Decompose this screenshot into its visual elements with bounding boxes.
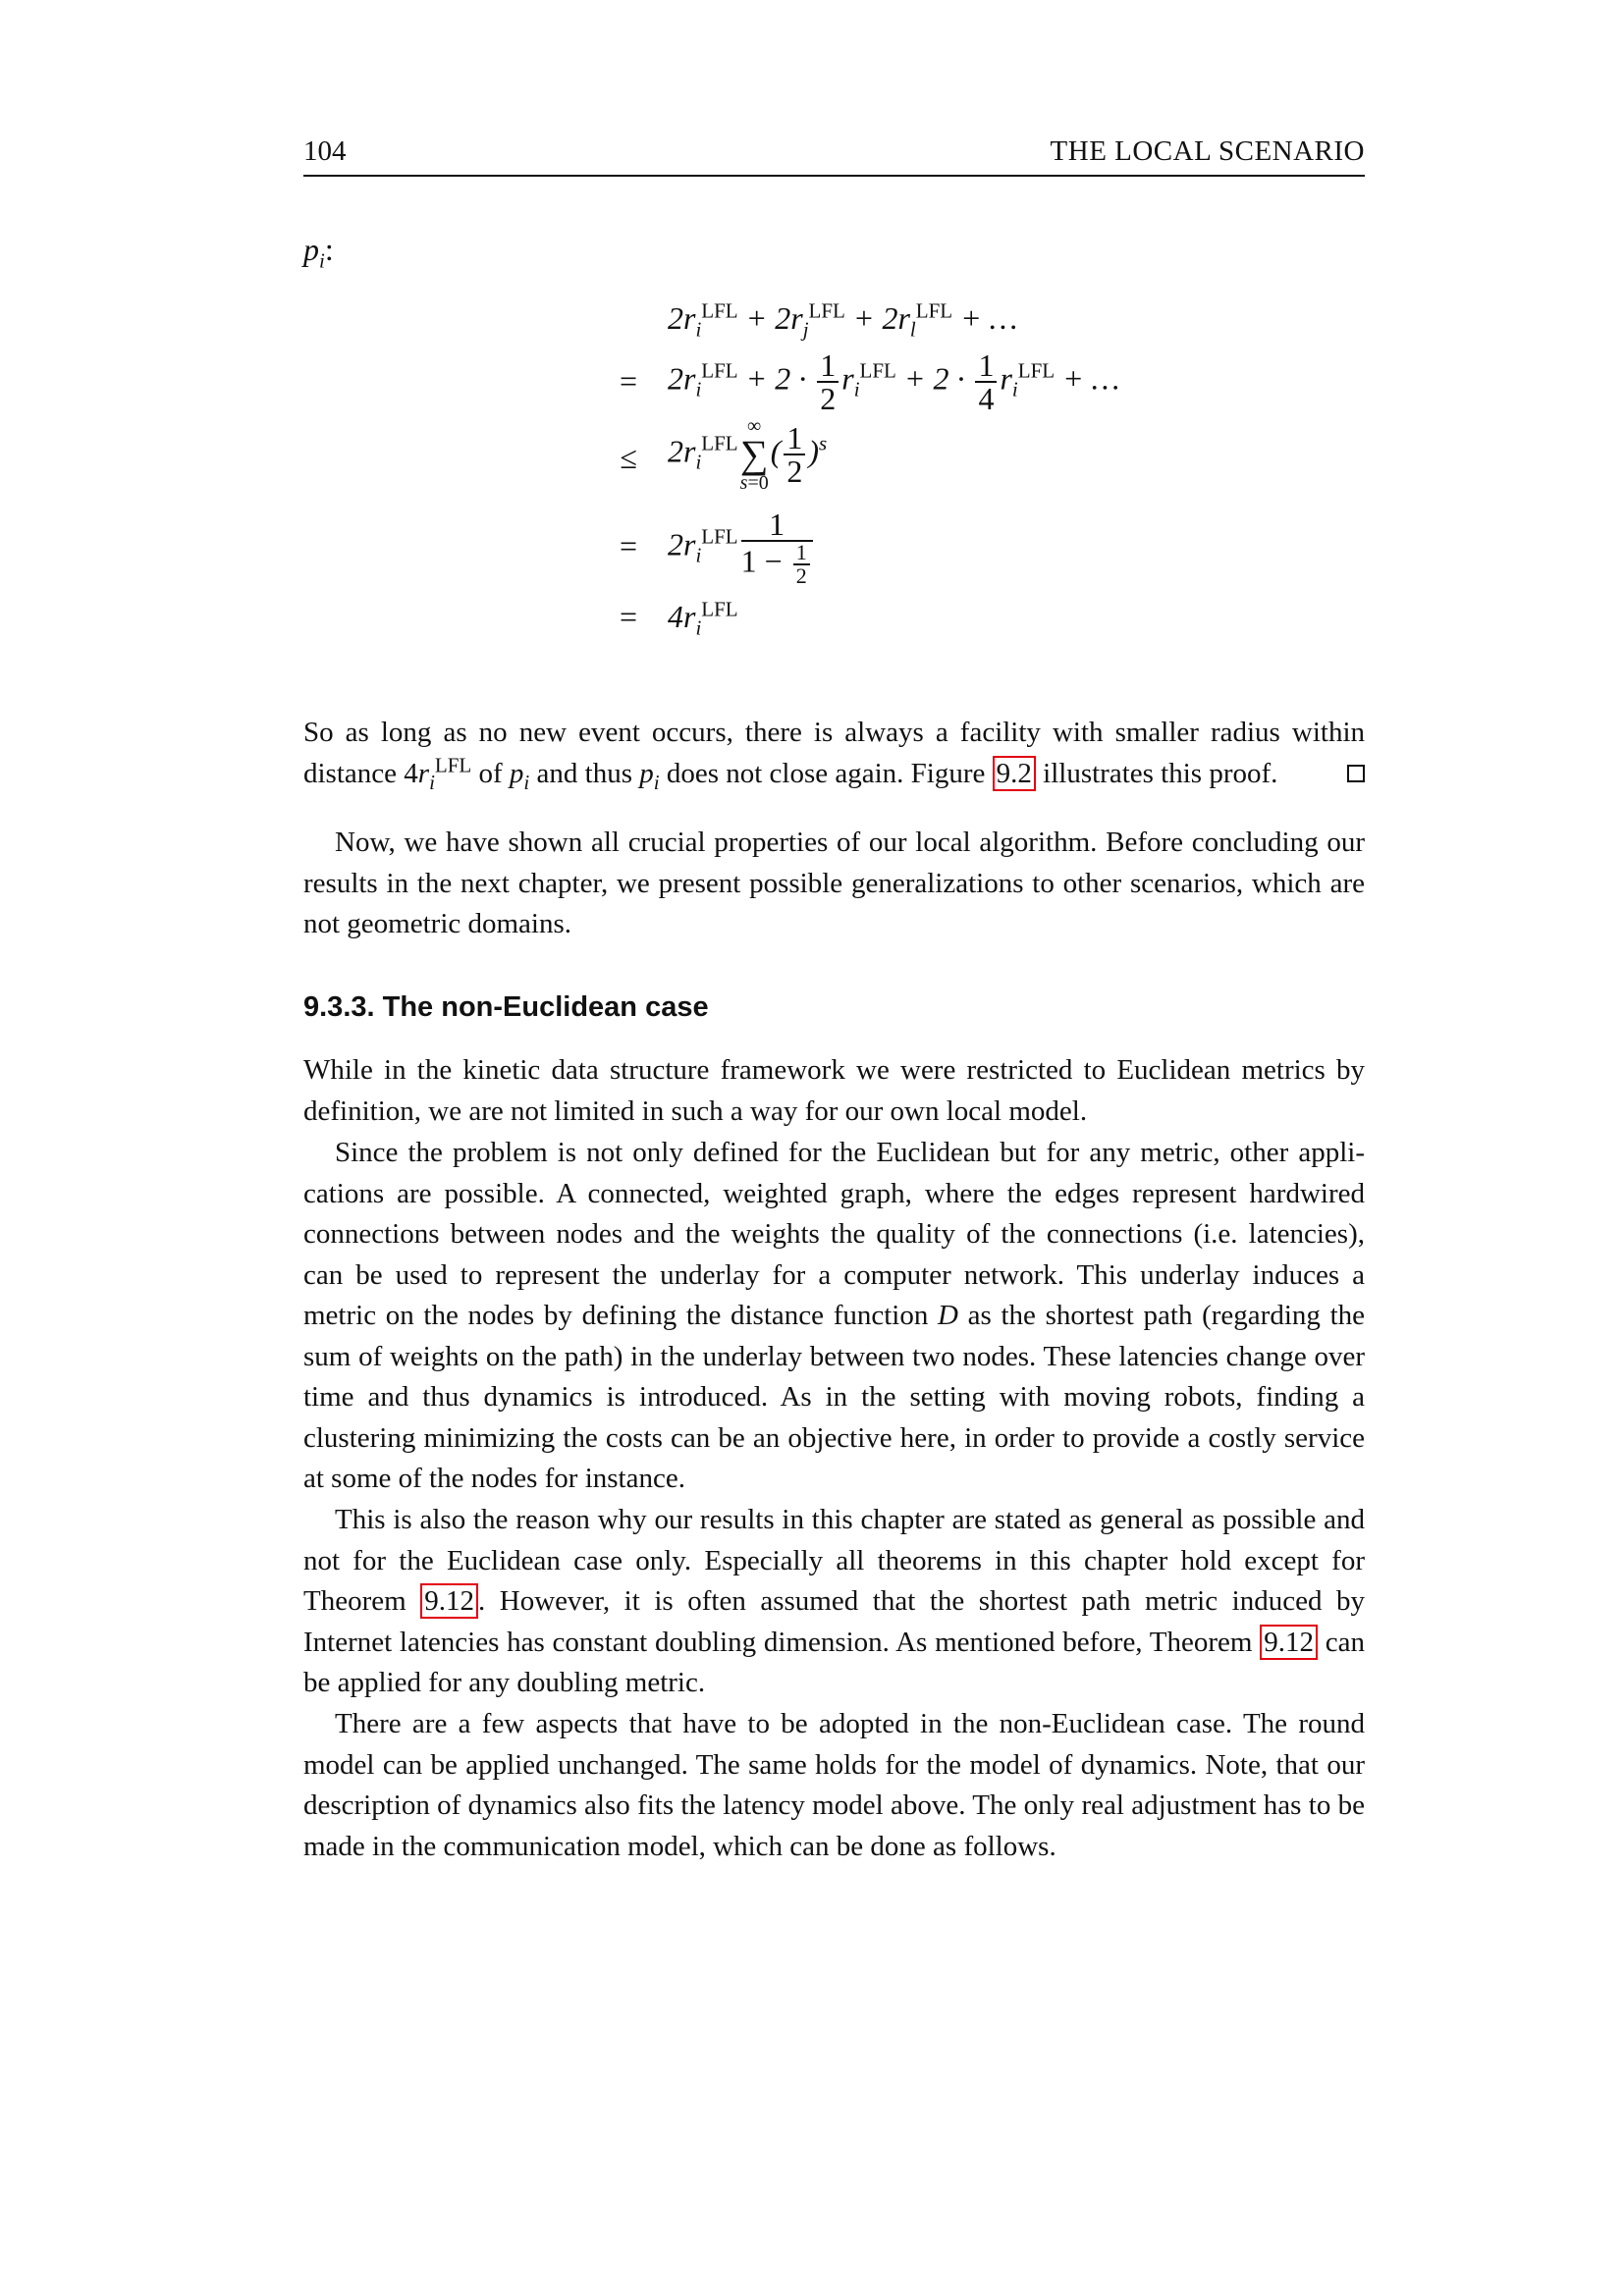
section-paragraph-3: This is also the reason why our results in this chapter are stated as general as possible and not for the Euclidean case only. Especially all theorems in this chapter hold except for Theorem 9.12 . However, it is often assumed that the shortest path metric induced by Internet latencies has constant doubling dimension. As mentioned before, Theorem 9.12 can be applied for any doubling metric. — [303, 1504, 1366, 1698]
theorem-ref-9-12[interactable]: 9.12 — [420, 1583, 478, 1619]
fraction-one-quarter: $\frac{1}{4}$ — [975, 349, 997, 414]
qed-box-icon — [1347, 765, 1365, 782]
section-paragraph-4: There are a few aspects that have to be adopted in the non-Euclidean case. The round model can be applied unchanged. The same holds for the model of dynamics. Note, that our description of dynamics also fits the latency model above. The only real adjustment has to be made in the communication model, which can be done as follows. — [303, 1708, 1365, 1862]
page-header — [303, 133, 1365, 177]
proof-lead-variable — [303, 232, 334, 273]
lead-variable: p — [303, 232, 319, 267]
equals-sign: = — [619, 363, 638, 399]
summation-symbol: ∞ ∑ s=0 — [739, 415, 769, 494]
document-page: 104 THE LOCAL SCENARIO $p_i$: $2r_i^{LFL} + 2r_j^{LFL} + 2r_l^{LFL}$ + … = $2r_i^{LFL} + 2$ · $\frac{1}{2}$ $r_i^{LFL} + 2$ · $\frac{1}{4}$ $r_i^{LFL}$ + … ≤ $2r_i^{LFL}$ ∞ ∑ s=0 ( $\frac{1}{2}$ )$^s$ = $2r_i^{LFL}$ 1 1 − $\frac{1}{2}$ = $4r_i^{LFL}$ So as long as no new event occurs, there is always a facility with smaller radius within distance $4r_i^{LFL}$ of $p_i$ and thus $p_i$ does not close again. Figure 9.2 illustrates this proof. Now, we have shown all crucial properties of our local algorithm. Before concluding our results in the next chapter, we present possible generalizations to other scenarios, which are not geometric domains. 9.3.3. The non-Euclidean case While in the kinetic data structure framework we were restricted to Euclidean metrics by definition, we are not limited in such a way for our own local model. Since the problem is not only defined for the Euclidean but for any metric, other appli-cations are possible. A connected, weighted graph, where the edges represent hardwired connections between nodes and the weights the quality of the connections (i.e. latencies), can be used to represent the underlay for a computer network. This underlay induces a metric on the nodes by defining the distance function D as the shortest path (regarding the sum of weights on the path) in the underlay between two nodes. These latencies change over time and thus dynamics is introduced. As in the setting with moving robots, finding a clustering minimizing the costs can be an objective here, in order to provide a costly service at some of the nodes for instance. This is also the reason why our results in this chapter are stated as general as possible and not for the Euclidean case only. Especially all theorems in this chapter hold except for Theorem 9.12 . However, it is often assumed that the shortest path metric induced by Internet latencies has constant doubling dimension. As mentioned before, Theorem 9.12 can be applied for any doubling metric. There are a few aspects that have to be adopted in the non-Euclidean case. The round model can be applied unchanged. The same holds for the model of dynamics. Note, that our description of dynamics also fits the latency model above. The only real adjustment has to be made in the communication model, which can be done as follows. — [0, 0, 1624, 2296]
figure-ref-9-2[interactable]: 9.2 — [993, 756, 1036, 791]
fraction-one-half: $\frac{1}{2}$ — [817, 349, 839, 414]
equals-sign: = — [619, 599, 638, 634]
equals-sign: = — [619, 528, 638, 563]
fraction-one-half: $\frac{1}{2}$ — [784, 422, 805, 487]
transition-paragraph: Now, we have shown all crucial properties of our local algorithm. Before concluding our results in the next chapter, we present possible generalizations to other scenarios, which are not geometric domains. — [303, 827, 1365, 939]
running-title: THE LOCAL SCENARIO — [1050, 135, 1365, 167]
less-equal-sign: ≤ — [620, 440, 637, 475]
section-paragraph-2: Since the problem is not only defined for the Euclidean but for any metric, other appli-cations are possible. A connected, weighted graph, where the edges represent hardwired connections between nodes and the weights the quality of the connections (i.e. latencies), can be used to represent the underlay for a computer network. This underlay induces a metric on the nodes by defining the distance function D as the shortest path (regarding the sum of weights on the path) in the underlay between two nodes. These latencies change over time and thus dynamics is introduced. As in the setting with moving robots, finding a clustering minimizing the costs can be an objective here, in order to provide a costly service at some of the nodes for instance. — [303, 1137, 1366, 1494]
lead-variable-subscript: i — [319, 248, 325, 273]
fraction-geometric-sum: 1 1 − $\frac{1}{2}$ — [741, 508, 813, 587]
page-number: 104 — [303, 135, 347, 167]
section-heading: 9.3.3. The non-Euclidean case — [303, 991, 709, 1023]
lead-variable-colon: : — [324, 232, 334, 267]
section-paragraph-1: While in the kinetic data structure framework we were restricted to Euclidean metrics by definition, we are not limited in such a way for our own local model. — [303, 1054, 1365, 1127]
theorem-ref-9-12-second[interactable]: 9.12 — [1260, 1625, 1318, 1660]
proof-conclusion-paragraph: So as long as no new event occurs, there is always a facility with smaller radius within distance $4r_i^{LFL}$ of $p_i$ and thus $p_i$ does not close again. Figure 9.2 illustrates this proof. — [303, 717, 1365, 794]
